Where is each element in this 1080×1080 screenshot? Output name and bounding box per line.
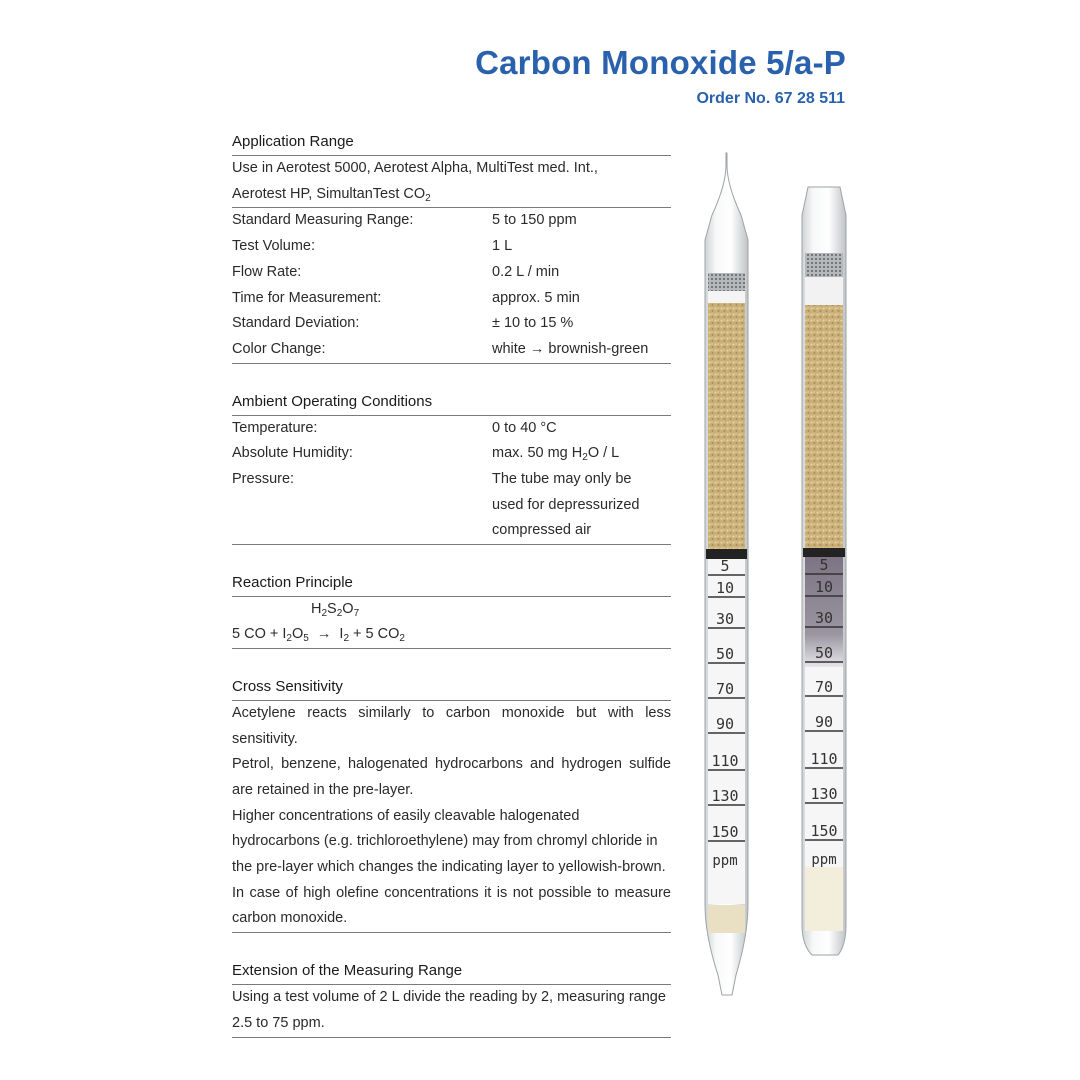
scale-label: 110	[810, 750, 838, 768]
spec-value	[492, 441, 671, 467]
chem-part: H	[311, 601, 322, 618]
spec-row	[232, 208, 671, 234]
spec-value: 0.2 L / min	[492, 263, 560, 280]
scale-label: 110	[711, 752, 739, 770]
scale-unit: ppm	[712, 853, 738, 869]
application-use-line2	[232, 182, 671, 208]
spec-label: Standard Measuring Range:	[232, 212, 414, 229]
spec-value	[492, 467, 671, 544]
reaction-catalyst	[232, 597, 671, 622]
spec-label: Time for Measurement:	[232, 289, 382, 306]
spec-label: Flow Rate:	[232, 263, 302, 280]
spec-row	[232, 286, 671, 312]
spec-value: 0 to 40 °C	[492, 419, 557, 436]
chem-part: 5 CO + I	[232, 626, 287, 643]
chem-part: O	[291, 626, 304, 643]
page-title: Carbon Monoxide 5/a-P	[475, 44, 846, 81]
chem-part: + 5 CO	[349, 626, 400, 643]
extension-heading: Extension of the Measuring Range	[232, 959, 671, 985]
scale-label: 150	[711, 823, 739, 841]
chem-part: → I	[308, 626, 344, 643]
cross-paragraph: Petrol, benzene, halogenated hydrocarbons and hydrogen sulfide are retained in the pre-layer.	[232, 756, 671, 798]
application-specs	[232, 208, 671, 363]
scale-label: 50	[715, 645, 735, 663]
pressure-line: used for depressurized	[492, 496, 640, 513]
reaction-equation	[232, 622, 671, 648]
extension-text-block	[232, 985, 671, 1037]
reaction-equation-block	[232, 597, 671, 649]
pressure-line: The tube may only be	[492, 471, 632, 488]
application-use-line1: Use in Aerotest 5000, Aerotest Alpha, MultiTest med. Int.,	[232, 160, 598, 176]
spec-row	[232, 467, 671, 544]
humidity-text: max. 50 mg H	[492, 445, 583, 462]
humidity-unit: O / L	[587, 445, 620, 462]
spec-row	[232, 234, 671, 260]
scale-label: 5	[720, 557, 730, 575]
spec-value: approx. 5 min	[492, 289, 580, 306]
ambient-heading: Ambient Operating Conditions	[232, 390, 671, 416]
order-number: Order No. 67 28 511	[696, 90, 845, 107]
scale-label: 5	[819, 556, 829, 574]
spec-row	[232, 416, 671, 442]
spec-label: Absolute Humidity:	[232, 445, 353, 462]
h2o-subscript: 2	[582, 452, 588, 464]
scale-label: 10	[715, 579, 735, 597]
chem-part: O	[342, 601, 354, 618]
scale-label: 70	[814, 678, 834, 696]
scale-label: 150	[810, 822, 838, 840]
chem-sub: 2	[336, 608, 343, 620]
cross-paragraph: Higher concentrations of easily cleavable halogenated hydrocarbons (e.g. trichloroethylene) may from chromyl chloride in the pre-layer which changes the indicating layer to yellowish-brown.	[232, 807, 666, 876]
chem-sub: 2	[286, 633, 292, 645]
spec-label: Pressure:	[232, 471, 295, 488]
chem-sub: 2	[321, 608, 328, 620]
cross-sensitivity-heading: Cross Sensitivity	[232, 675, 671, 701]
scale-label: 90	[814, 713, 834, 731]
spec-row	[232, 441, 671, 467]
scale-label: 130	[711, 787, 739, 805]
scale-unit: ppm	[811, 852, 837, 868]
ambient-specs	[232, 416, 671, 546]
spec-row	[232, 311, 671, 337]
spec-row	[232, 337, 671, 363]
chem-sub: 5	[303, 633, 309, 645]
spec-label: Color Change:	[232, 340, 326, 357]
pressure-line: compressed air	[492, 522, 592, 539]
scale-label: 130	[810, 785, 838, 803]
chem-sub: 2	[399, 633, 405, 645]
scale-label: 50	[814, 644, 834, 662]
cross-sensitivity-text	[232, 701, 671, 933]
scale-label: 10	[814, 578, 834, 596]
spec-label: Test Volume:	[232, 238, 316, 255]
chem-sub: 2	[343, 633, 350, 645]
scale-label: 30	[715, 610, 735, 628]
spec-value: white → brownish-green	[492, 340, 649, 357]
reaction-heading: Reaction Principle	[232, 571, 671, 597]
test-tubes-illustration	[690, 145, 870, 1015]
co2-subscript: 2	[425, 192, 431, 204]
scale-label: 30	[814, 609, 834, 627]
application-range-heading: Application Range	[232, 130, 671, 156]
chem-part: S	[327, 601, 337, 618]
spec-row	[232, 260, 671, 286]
application-use-text: Aerotest HP, SimultanTest CO	[232, 185, 426, 202]
chem-sub: 7	[353, 608, 360, 620]
scale-label: 90	[715, 715, 735, 733]
spec-value: ± 10 to 15 %	[492, 315, 574, 332]
spec-value: 1 L	[492, 238, 513, 255]
cross-paragraph: In case of high olefine concentrations it is not possible to measure carbon monoxide.	[232, 884, 671, 927]
spec-label: Standard Deviation:	[232, 315, 360, 332]
spec-label: Temperature:	[232, 419, 318, 436]
cross-paragraph: Acetylene reacts similarly to carbon monoxide but with less sensitivity.	[232, 704, 671, 747]
application-use	[232, 156, 671, 208]
extension-text: Using a test volume of 2 L divide the reading by 2, measuring range 2.5 to 75 ppm.	[232, 989, 666, 1031]
datasheet	[232, 130, 671, 1038]
scale-label: 70	[715, 680, 735, 698]
spec-value: 5 to 150 ppm	[492, 212, 577, 229]
